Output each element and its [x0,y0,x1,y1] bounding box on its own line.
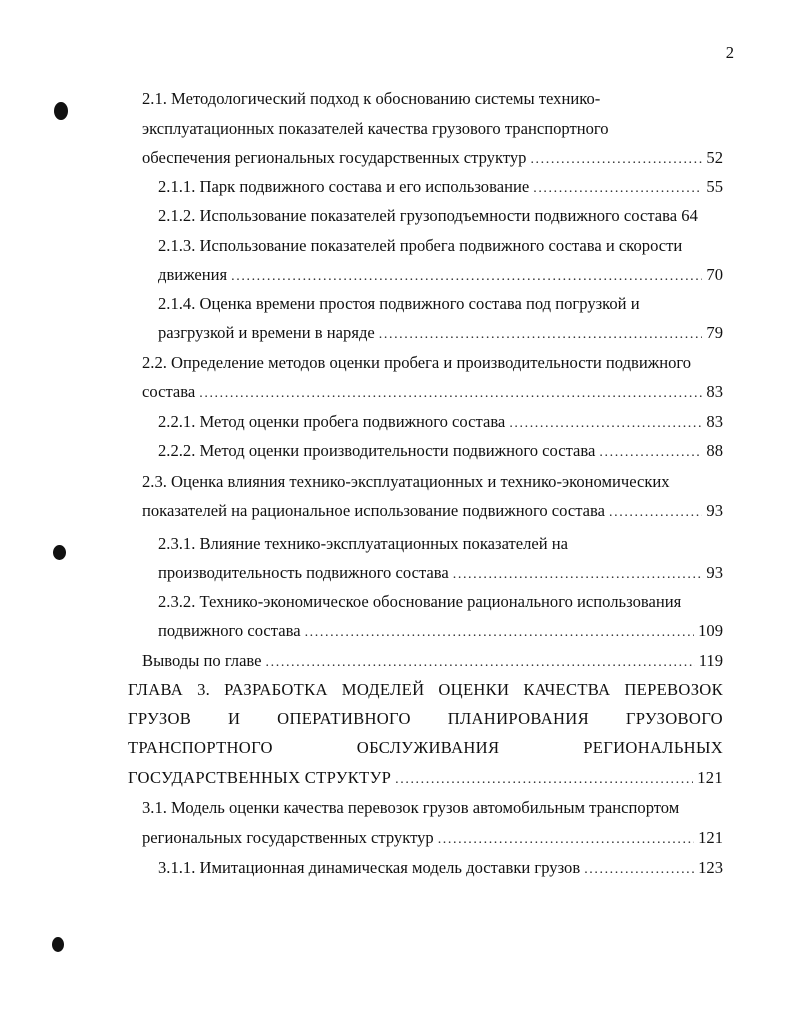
toc-text: движения [158,265,228,284]
toc-page: 119 [698,651,723,670]
toc-2-3-2-line2 [158,621,723,641]
toc-2-2-line2 [142,382,723,402]
toc-page: 52 [706,148,723,167]
toc-2-1-4-line2 [158,323,723,343]
word: ГЛАВА [128,680,184,699]
toc-conclusions [142,651,723,671]
toc-text: состава [142,382,196,401]
toc-2-2-line1: 2.2. Определение методов оценки пробега и производительности подвижного [142,353,692,372]
toc-2-1-3-line2 [158,265,723,285]
word: РАЗРАБОТКА [224,680,328,699]
leader-dots [231,269,702,285]
toc-3-1-1 [158,858,723,878]
toc-text: 2.2.1. Метод оценки пробега подвижного состава [158,412,506,431]
toc-2-2-1 [158,412,723,432]
word: ОБСЛУЖИВАНИЯ [356,738,500,757]
toc-2-1-3-line1: 2.1.3. Использование показателей пробега подвижного состава и скорости [158,236,683,255]
leader-dots [395,772,693,788]
toc-text: производительность подвижного состава [158,563,449,582]
word: ГРУЗОВ [128,709,192,728]
leader-dots [509,416,702,432]
leader-dots [599,445,702,461]
word: И [227,709,241,728]
chapter3-line3 [128,738,723,758]
chapter3-line2 [128,709,723,729]
toc-2-3-1-line2 [158,563,723,583]
word: ПЕРЕВОЗОК [624,680,723,699]
toc-text: обеспечения региональных государственных структур [142,148,527,167]
word: ОПЕРАТИВНОГО [277,709,411,728]
leader-dots [438,832,694,848]
punch-hole-mark [54,102,68,120]
toc-text: показателей на рациональное использование подвижного состава [142,501,606,520]
toc-text: разгрузкой и времени в наряде [158,323,375,342]
page-number: 2 [725,43,734,62]
toc-text: Выводы по главе [142,651,262,670]
punch-hole-mark [52,937,64,952]
toc-page: 123 [698,858,723,877]
word: ОЦЕНКИ [438,680,510,699]
toc-page: 93 [706,501,723,520]
toc-page: 121 [698,828,723,847]
chapter3-line4 [128,768,723,788]
leader-dots [533,181,702,197]
toc-2-1-line1: 2.1. Методологический подход к обоснованию системы технико- [142,89,601,108]
toc-2-3-2-line1: 2.3.2. Технико-экономическое обоснование рационального использования [158,592,682,611]
leader-dots [199,386,702,402]
leader-dots [305,625,695,641]
leader-dots [266,655,695,671]
leader-dots [530,152,702,168]
toc-page: 70 [706,265,723,284]
word: ТРАНСПОРТНОГО [128,738,273,757]
toc-2-1-4-line1: 2.1.4. Оценка времени простоя подвижного состава под погрузкой и [158,294,640,313]
toc-page: 121 [697,768,723,787]
punch-hole-mark [53,545,66,560]
toc-page: 93 [706,563,723,582]
leader-dots [379,327,703,343]
chapter3-line1 [128,680,723,700]
toc-3-1-line2 [142,828,723,848]
toc-text: 3.1.1. Имитационная динамическая модель доставки грузов [158,858,581,877]
toc-text: подвижного состава [158,621,301,640]
toc-2-1-line2: эксплуатационных показателей качества грузового транспортного [142,119,609,138]
toc-page: 79 [706,323,723,342]
toc-page: 83 [706,412,723,431]
toc-3-1-line1: 3.1. Модель оценки качества перевозок грузов автомобильным транспортом [142,798,680,817]
toc-page: 109 [698,621,723,640]
toc-2-1-line3 [142,148,723,168]
toc-2-1-2: 2.1.2. Использование показателей грузоподъемности подвижного состава 64 [158,206,698,225]
word: ГРУЗОВОГО [625,709,723,728]
toc-page: 83 [706,382,723,401]
toc-text: 2.1.1. Парк подвижного состава и его использование [158,177,530,196]
toc-2-3-1-line1: 2.3.1. Влияние технико-эксплуатационных показателей на [158,534,569,553]
toc-page: 55 [706,177,723,196]
word: РЕГИОНАЛЬНЫХ [583,738,723,757]
word: 3. [197,680,211,699]
word: КАЧЕСТВА [523,680,611,699]
toc-text: региональных государственных структур [142,828,434,847]
leader-dots [609,505,702,521]
toc-page: 88 [706,441,723,460]
leader-dots [584,862,694,878]
toc-2-3-line2 [142,501,723,521]
word: МОДЕЛЕЙ [341,680,425,699]
word: ПЛАНИРОВАНИЯ [447,709,589,728]
toc-2-2-2 [158,441,723,461]
toc-2-3-line1: 2.3. Оценка влияния технико-эксплуатационных и технико-экономических [142,472,670,491]
leader-dots [453,567,703,583]
toc-text: ГОСУДАРСТВЕННЫХ СТРУКТУР [128,768,392,787]
toc-text: 2.2.2. Метод оценки производительности подвижного состава [158,441,596,460]
toc-2-1-1 [158,177,723,197]
